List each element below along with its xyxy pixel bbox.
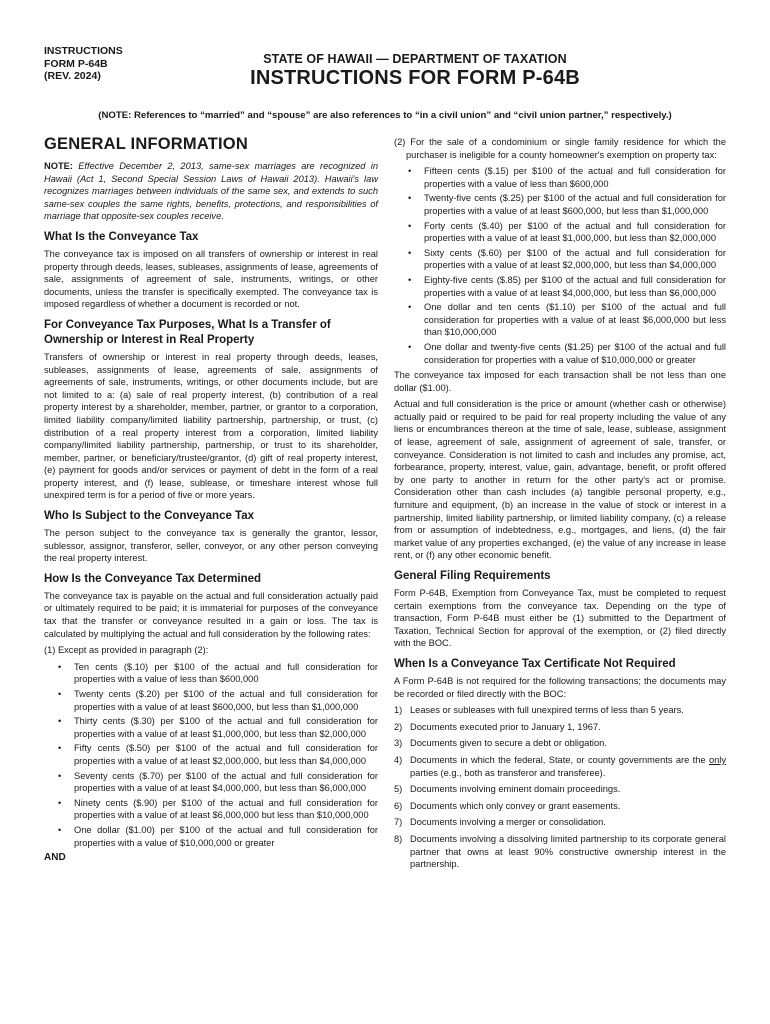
bullet-icon: •	[58, 689, 62, 699]
list-item-text: Thirty cents ($.30) per $100 of the actual and full consideration for properties with a value of at least $1,000,000, but less than $2,000,000	[74, 716, 378, 739]
list-item	[408, 301, 726, 339]
bullet-icon: •	[408, 220, 412, 231]
bullet-icon: •	[408, 166, 412, 177]
list-item	[394, 800, 726, 813]
list-item	[408, 341, 726, 366]
list-item-text: Documents involving eminent domain proceedings.	[410, 784, 621, 795]
list-item-text: Documents involving a merger or consolidation.	[410, 817, 606, 828]
list-item-text: One dollar and ten cents ($1.10) per $100 of the actual and full consideration for properties with a value of at least $6,000,000 but less than $10,000,000	[424, 302, 726, 338]
who-body: The person subject to the conveyance tax is generally the grantor, lessor, sublessor, assignor, transferor, seller, conveyor, or any other person conveying the real property interest.	[44, 528, 378, 564]
filing-body: Form P-64B, Exemption from Conveyance Tax, must be completed to request certain exemptions from the conveyance tax. Depending on the type of transaction, Form P-64B must either be (1) submitted to the Department of Taxation, Technical Section for approval of the exemption, or (2) filed directly with the BOC.	[394, 588, 726, 649]
list-item-text: Seventy cents ($.70) per $100 of the actual and full consideration for properties with a value of at least $4,000,000, but less than $6,000,000	[74, 770, 378, 794]
same-sex-note	[44, 160, 378, 223]
what-is-body: The conveyance tax is imposed on all transfers of ownership or interest in real property through deeds, leases, subleases, assignments of lease, agreements of sale, assignments of agreement of sale, instruments, writings, or other documents, unless the transfer is specifically exempted. The conveyance tax is imposed regardless of whether a document is recorded or not.	[44, 248, 378, 310]
list-item-text: Documents involving a dissolving limited partnership to its corporate general partner that owns at least 90% constructive ownership interest in the partnership.	[410, 833, 726, 870]
rate-list-2	[394, 165, 726, 366]
list-item	[408, 220, 726, 245]
list-item-text: Fifty cents ($.50) per $100 of the actual and full consideration for properties with a value of at least $2,000,000, but less than $4,000,000	[74, 743, 378, 766]
bullet-icon: •	[408, 302, 412, 313]
list-item-text: Ten cents ($.10) per $100 of the actual and full consideration for properties with a value of less than $600,000	[74, 661, 378, 685]
bullet-icon: •	[58, 770, 62, 781]
item-number: 1)	[394, 705, 403, 716]
list-item-text: Twenty-five cents ($.25) per $100 of the actual and full consideration for properties with a value of at least $600,000, but less than $1,000,000	[424, 193, 726, 216]
paragraph-2-intro: (2) For the sale of a condominium or single family residence for which the purchaser is ineligible for a county homeowner's exemption on property tax:	[394, 137, 726, 160]
document-header	[210, 52, 620, 90]
bullet-icon: •	[58, 661, 62, 672]
item-number: 3)	[394, 738, 403, 749]
transfer-heading: For Conveyance Tax Purposes, What Is a Transfer of Ownership or Interest in Real Property	[44, 318, 331, 346]
list-item	[408, 165, 726, 190]
list-item	[394, 783, 726, 796]
not-required-intro: A Form P-64B is not required for the following transactions; the documents may be recorded or filed directly with the BOC:	[394, 675, 726, 699]
list-item	[394, 754, 726, 779]
paragraph-1-intro: (1) Except as provided in paragraph (2):	[44, 645, 209, 656]
right-column	[394, 136, 726, 875]
bullet-icon: •	[408, 341, 412, 352]
note-text: Effective December 2, 2013, same-sex marriages are recognized in Hawaii (Act 1, Second Special Session Laws of Hawaii 2013). Hawaii's law recognizes marriages between individuals of the same sex, and extends to such same-sex couples the same rights, benefits, protections, and responsibilities of marriage that opposite-sex couples receive.	[44, 161, 378, 222]
form-id-line-3: (REV. 2024)	[44, 70, 101, 82]
list-item	[394, 833, 726, 871]
filing-heading: General Filing Requirements	[394, 570, 551, 582]
list-item	[394, 721, 726, 734]
bullet-icon: •	[58, 716, 62, 727]
list-item	[58, 661, 378, 686]
list-item-text: One dollar ($1.00) per $100 of the actual and full consideration for properties with a value of $10,000,000 or greater	[74, 824, 378, 848]
item-number: 5)	[394, 784, 403, 795]
bullet-icon: •	[408, 193, 412, 204]
list-item	[58, 715, 378, 740]
list-item	[394, 704, 726, 717]
transfer-body: Transfers of ownership or interest in real property through deeds, leases, subleases, assignments of lease, agreements of sale, assignments of agreements of sale, instruments, writings, or other documents include, but are not limited to a: (a) sale of real property interest, (b) contribution of a real property interest by a shareholder, member, partner, or grantor to a corporation, limited liability company/limited liability partnership, partnership, or trust, (c) distribution of a real property interest from a corporation, limited liability company/limited liability partnership, partnership, or trust to its shareholder, member, partner, or beneficiary/trustee/grantor, (d) gift of real property interest, (e) payment for goods and/or services or payment of debt in the form of a real property interest, and (f) lease, sublease, or timeshare interest whose full unexpired term is for a period of five or more years.	[44, 351, 378, 501]
list-item-text: Documents executed prior to January 1, 1967.	[410, 721, 601, 732]
list-item-text: Forty cents ($.40) per $100 of the actual and full consideration for properties with a value of at least $1,000,000, but less than $2,000,000	[424, 220, 726, 244]
item-number: 6)	[394, 800, 403, 811]
list-item	[394, 816, 726, 829]
list-item	[58, 797, 378, 822]
list-item-text: Documents which only convey or grant easements.	[410, 800, 621, 811]
bullet-icon: •	[58, 824, 62, 835]
what-is-heading: What Is the Conveyance Tax	[44, 230, 199, 243]
minimum-tax: The conveyance tax imposed for each transaction shall be not less than one dollar ($1.00).	[394, 370, 726, 393]
left-column	[44, 135, 378, 863]
list-item	[408, 247, 726, 272]
who-heading: Who Is Subject to the Conveyance Tax	[44, 510, 255, 523]
how-heading: How Is the Conveyance Tax Determined	[44, 572, 262, 585]
rate-list-1	[44, 661, 378, 849]
list-item-text-after: parties (e.g., both as transferor and transferee).	[410, 767, 606, 778]
general-information-heading: GENERAL INFORMATION	[44, 135, 248, 153]
list-item-text: Fifteen cents ($.15) per $100 of the actual and full consideration for properties with a value of less than $600,000	[424, 166, 726, 189]
form-id-line-1: INSTRUCTIONS	[44, 45, 123, 57]
list-item-text: Leases or subleases with full unexpired terms of less than 5 years.	[410, 705, 684, 716]
list-item	[58, 824, 378, 849]
item-number: 7)	[394, 817, 403, 828]
list-item-text: Eighty-five cents ($.85) per $100 of the actual and full consideration for properties with a value of at least $4,000,000, but less than $6,000,000	[424, 274, 726, 298]
document-title: INSTRUCTIONS FOR FORM P-64B	[250, 67, 580, 89]
not-required-heading: When Is a Conveyance Tax Certificate Not Required	[394, 657, 676, 670]
and-connector: AND	[44, 852, 66, 864]
form-id-block	[44, 45, 123, 83]
bullet-icon: •	[408, 247, 412, 258]
item-number: 4)	[394, 754, 403, 765]
bullet-icon: •	[58, 797, 62, 808]
list-item-text: Twenty cents ($.20) per $100 of the actual and full consideration for properties with a value of at least $600,000, but less than $1,000,000	[74, 689, 378, 712]
list-item	[58, 770, 378, 795]
item-number: 8)	[394, 833, 403, 844]
list-item-text-before: Documents in which the federal, State, or county governments are the	[410, 754, 709, 765]
bullet-icon: •	[58, 743, 62, 754]
form-id-line-2: FORM P-64B	[44, 57, 108, 70]
bullet-icon: •	[408, 274, 412, 285]
not-required-list	[394, 704, 726, 871]
actual-full-consideration: Actual and full consideration is the price or amount (whether cash or otherwise) actually paid or required to be paid for real property including the value of any liens or encumbrances thereon at the time of sale, lease, sublease, assignment of lease, agreement of sale, assignment of agreement of sale, transfer, or conveyance. Consideration is not limited to cash and includes any promise, act, forbearance, property, interest, value, gain, advantage, benefit, or profit offered by one party to another in return for the other party's act or promise. Consideration other than cash includes (a) tangible personal property, e.g., furniture and equipment, (b) an increase in the value of stock or interest in a partnership, limited liability partnership, or limited liability company, (c) a release from or assumption of indebtedness, e.g., mortgages, and liens, (d) the fair market value of any properties exchanged, (e) the value of any increase in lease rent, or (f) any other economic benefit.	[394, 399, 726, 561]
list-item-text: Sixty cents ($.60) per $100 of the actual and full consideration for properties with a value of at least $2,000,000, but less than $4,000,000	[424, 247, 726, 271]
references-note: (NOTE: References to “married” and “spouse” are also references to “in a civil union” and “civil union partner,” respectively.)	[98, 110, 672, 121]
note-label: NOTE:	[44, 161, 73, 171]
list-item-text: Documents given to secure a debt or obligation.	[410, 738, 607, 749]
agency-name: STATE OF HAWAII — DEPARTMENT OF TAXATION	[263, 52, 567, 66]
list-item	[408, 192, 726, 217]
list-item-text: One dollar and twenty-five cents ($1.25) per $100 of the actual and full consideration for properties with a value of $10,000,000 or greater	[424, 341, 726, 365]
list-item	[58, 742, 378, 767]
emphasis-only: only	[708, 754, 726, 765]
item-number: 2)	[394, 721, 403, 732]
how-body: The conveyance tax is payable on the actual and full consideration actually paid or ultimately required to be paid; it is immaterial for purposes of the conveyance tax that the transfer or conveyance resulted in a gain or loss. The tax is calculated by multiplying the actual and full consideration by the following rates:	[44, 590, 378, 639]
list-item-text: Ninety cents ($.90) per $100 of the actual and full consideration for properties with a value of at least $6,000,000 but less than $10,000,000	[74, 797, 378, 821]
list-item	[408, 274, 726, 299]
list-item	[58, 688, 378, 713]
list-item	[394, 737, 726, 750]
